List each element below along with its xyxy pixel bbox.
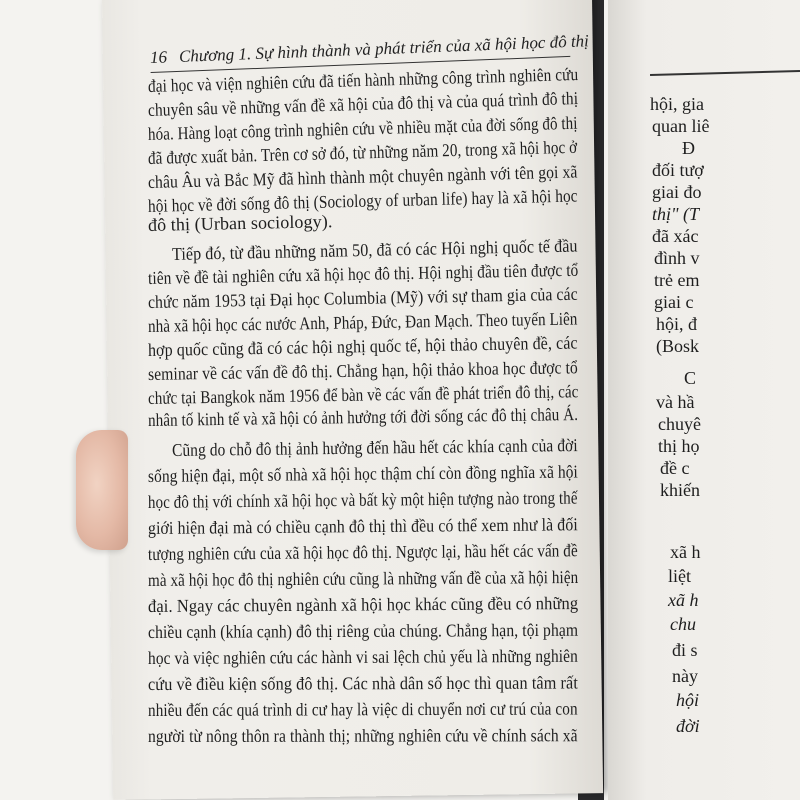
right-text-fragment: trẻ em — [654, 270, 700, 290]
text-line: nhân tố kinh tế và xã hội có ảnh hưởng tới đời sống các đô thị châu Á. — [147, 403, 579, 430]
thumb — [76, 430, 128, 550]
text-line: Cũng do chỗ đô thị ảnh hưởng đến hầu hết các khía cạnh của đời — [171, 435, 578, 460]
right-text-fragment: khiến — [660, 480, 700, 500]
text-line: seminar về các vấn đề đô thị. Chẳng hạn, hội thảo khoa học được tổ — [147, 357, 579, 384]
right-text-fragment: thị" (T — [652, 204, 700, 224]
right-text-fragment: đối tượ — [652, 160, 704, 180]
right-text-fragment: chuyê — [658, 414, 701, 434]
text-line: giới hiện đại mà có chiều cạnh đô thị thì đều có thể xem như là đối — [147, 514, 578, 538]
text-line: học và việc nghiên cứu các hành vi sai lệch chủ yếu là những nghiên — [147, 645, 578, 668]
page-number: 16 — [149, 47, 168, 68]
text-line: người từ nông thôn ra thành thị; những nghiên cứu về chính sách xã — [147, 725, 578, 746]
text-line: hợp quốc cũng đã có các hội nghị quốc tế, hội thảo chuyên đề, các — [147, 332, 578, 360]
right-text-fragment: xã h — [670, 542, 701, 562]
right-text-fragment: đình v — [654, 248, 700, 268]
right-text-fragment: hội, gia — [650, 94, 704, 114]
right-text-fragment: hội, đ — [656, 314, 698, 334]
right-text-fragment: (Bosk — [656, 336, 700, 356]
text-line: học đô thị với chính xã hội học và bất kỳ một hiện tượng nào trong thế — [147, 487, 578, 512]
right-text-fragment: giai đo — [652, 182, 702, 202]
text-line: chiều cạnh (khía cạnh) đô thị riêng của chúng. Chẳng hạn, tội phạm — [147, 619, 579, 642]
text-line: cứu về điều kiện sống đô thị. Các nhà dân số học thì quan tâm rất — [147, 672, 578, 694]
right-text-fragment: xã h — [668, 590, 699, 610]
text-line: châu Âu và Bắc Mỹ đã hình thành một chuyên ngành với tên gọi xã — [147, 161, 578, 192]
text-line: hóa. Hàng loạt công trình nghiên cứu về nhiều mặt của đời sống đô thị — [147, 112, 578, 144]
right-text-fragment: đề c — [660, 458, 690, 478]
right-text-fragment: chu — [670, 614, 696, 634]
right-text-fragment: này — [672, 666, 698, 686]
right-text-fragment: thị họ — [658, 436, 700, 456]
text-line: tiên về đề tài nghiên cứu xã hội học đô thị. Hội nghị đầu tiên được tổ — [147, 259, 579, 288]
right-text-fragment: và hầ — [656, 392, 695, 412]
text-line: tượng nghiên cứu của xã hội học đô thị. Ngược lại, hầu hết các vấn đề — [147, 540, 578, 564]
text-line: đại. Ngay các chuyên ngành xã hội học khác cũng đều có những — [147, 592, 579, 616]
right-text-fragment: giai c — [654, 292, 694, 312]
text-line: nhiều đến các quá trình di cư hay là việc di chuyển nơi cư trú của con — [147, 698, 578, 720]
text-line: nhà xã hội học các nước Anh, Pháp, Đức, Đan Mạch. Theo tuyến Liên — [147, 308, 578, 336]
right-text-fragment: C — [684, 368, 697, 388]
text-line: Tiếp đó, từ đầu những năm 50, đã có các Hội nghị quốc tế đầu — [171, 235, 578, 264]
right-text-fragment: hội — [676, 690, 700, 710]
chapter-title: Chương 1. Sự hình thành và phát triển của xã hội học đô thị — [178, 31, 590, 66]
right-text-fragment: liệt — [668, 566, 691, 586]
text-line: hội học về đời sống đô thị (Sociology of urban life) hay là xã hội học — [147, 185, 578, 216]
text-line: chức năm 1953 tại Đại học Columbia (Mỹ) với sự tham gia của các — [147, 283, 578, 312]
right-text-fragment: Đ — [682, 138, 695, 158]
right-text-fragment: đã xác — [652, 226, 699, 246]
right-text-fragment: đời — [676, 716, 700, 736]
text-line: chuyên sâu về những vấn đề xã hội của đô thị và của quá trình đô thị — [147, 87, 579, 120]
text-line: chức tại Bangkok năm 1956 để bàn về các vấn đề phát triển đô thị, các — [147, 381, 579, 408]
text-line: sống hiện đại, một số nhà xã hội học thậm chí còn đồng nghĩa xã hội — [147, 461, 578, 486]
right-text-fragment: đi s — [672, 640, 698, 660]
right-text-fragment: quan liê — [652, 116, 710, 136]
text-line: đã được xuất bản. Trên cơ sở đó, từ những năm 20, trong xã hội học ở — [147, 136, 578, 168]
text-line: đô thị (Urban sociology). — [147, 211, 333, 235]
text-line: đại học và viện nghiên cứu đã tiến hành những công trình nghiên cứu — [147, 63, 579, 96]
text-line: mà xã hội học đô thị nghiên cứu cũng là những vấn đề của xã hội hiện — [147, 566, 579, 590]
